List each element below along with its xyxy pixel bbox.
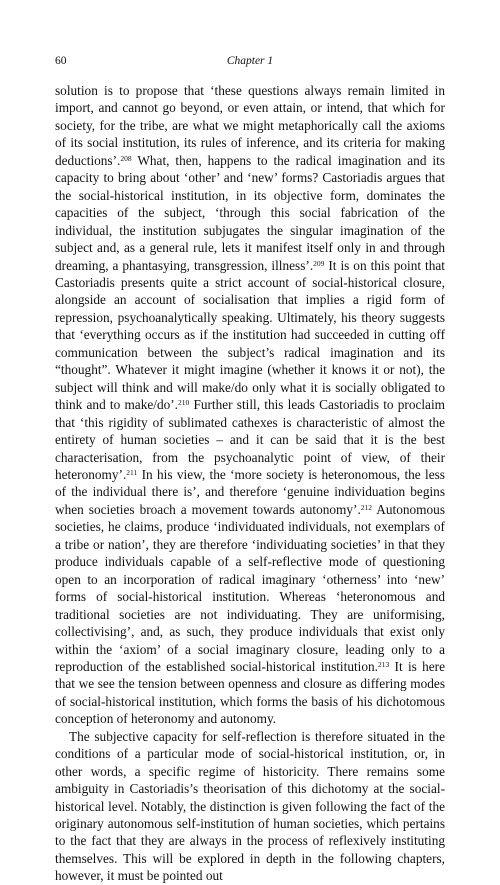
footnote-reference: 208 <box>120 153 132 163</box>
text-run: Autonomous societies, he claims, produce ‘individuated individuals, not exemplars of a tribe or nation’, they are therefore ‘individuating societies’ in that they produce individuals capable of a self-reflective mode of questioning open to an incorporation of radical imaginary ‘otherness’ into ‘new’ forms of social-historical institution. Whereas ‘heteronomous and traditional societies are not individuating. They are uniformising, collectivising’, and, as such, they produce individuals that exist only within the ‘axiom’ of a social imaginary closure, leading only to a reproduction of the established social-historical institution. <box>55 501 445 674</box>
text-run: What, then, happens to the radical imagination and its capacity to bring about ‘other’ and ‘new’ forms? Castoriadis argues that the social-historical institution, in its objective form, dominates the capacities of the subject, ‘through this social fabrication of the individual, the institution subjugates the singular imagination of the subject and, as a general rule, lets it manifest itself only in and through dreaming, a phantasying, transgression, illness’. <box>55 152 445 273</box>
text-run: In his view, the ‘more society is heteronomous, the less of the individual there is’, and therefore ‘genuine individuation begins when societies broach a movement towards autonomy’. <box>55 466 445 517</box>
footnote-reference: 213 <box>377 659 390 669</box>
text-run: It is here that we see the tension between openness and closure as differing modes of social-historical institution, which forms the basis of his dichotomous conception of heteronomy and autonomy. <box>55 658 445 727</box>
text-run: Further still, this leads Castoriadis to proclaim that ‘this rigidity of sublimated cathexes is characteristic of almost the entirety of human societies – and it can be said that it is the best characterisation, from the psychoanalytic point of view, of their heteronomy’. <box>55 397 445 482</box>
running-head <box>55 55 445 73</box>
footnote-reference: 211 <box>126 467 138 477</box>
text-run: solution is to propose that ‘these questions always remain limited in import, and cannot go beyond, or even attain, or intend, that which for society, for the tribe, are what we might metaphorically call the axioms of its social institution, its rules of inference, and its criteria for making deductions’. <box>55 83 445 168</box>
footnote-reference: 209 <box>313 258 325 268</box>
footnote-reference: 210 <box>178 398 190 408</box>
page-number: 60 <box>55 55 67 67</box>
paragraph <box>55 728 445 885</box>
text-run: The subjective capacity for self-reflection is therefore situated in the conditions of a particular mode of social-historical institution, or, in other words, a specific regime of historicity. There remains some ambiguity in Castoriadis’s theorisation of this dichotomy at the social-historical level. Notably, the distinction is given following the fact of the originary autonomous self-institution of human societies, which pertains to the fact that they are always in the process of reflexively instituting themselves. This will be explored in depth in the following chapters, however, it must be pointed out <box>55 728 445 884</box>
body-text <box>55 82 445 885</box>
footnote-reference: 212 <box>360 502 373 512</box>
paragraph <box>55 82 445 728</box>
chapter-title: Chapter 1 <box>226 55 274 67</box>
text-run: It is on this point that Castoriadis presents quite a strict account of social-historical closure, alongside an account of socialisation that implies a rigid form of repression, psychoanalytically speaking. Ultimately, his theory suggests that ‘everything occurs as if the institution had succeeded in cutting off communication between the subject’s radical imagination and its “thought”. Whatever it might imagine (whether it knows it or not), the subject will think and will make/do only what it is socially obligated to think and to make/do’. <box>55 257 445 413</box>
